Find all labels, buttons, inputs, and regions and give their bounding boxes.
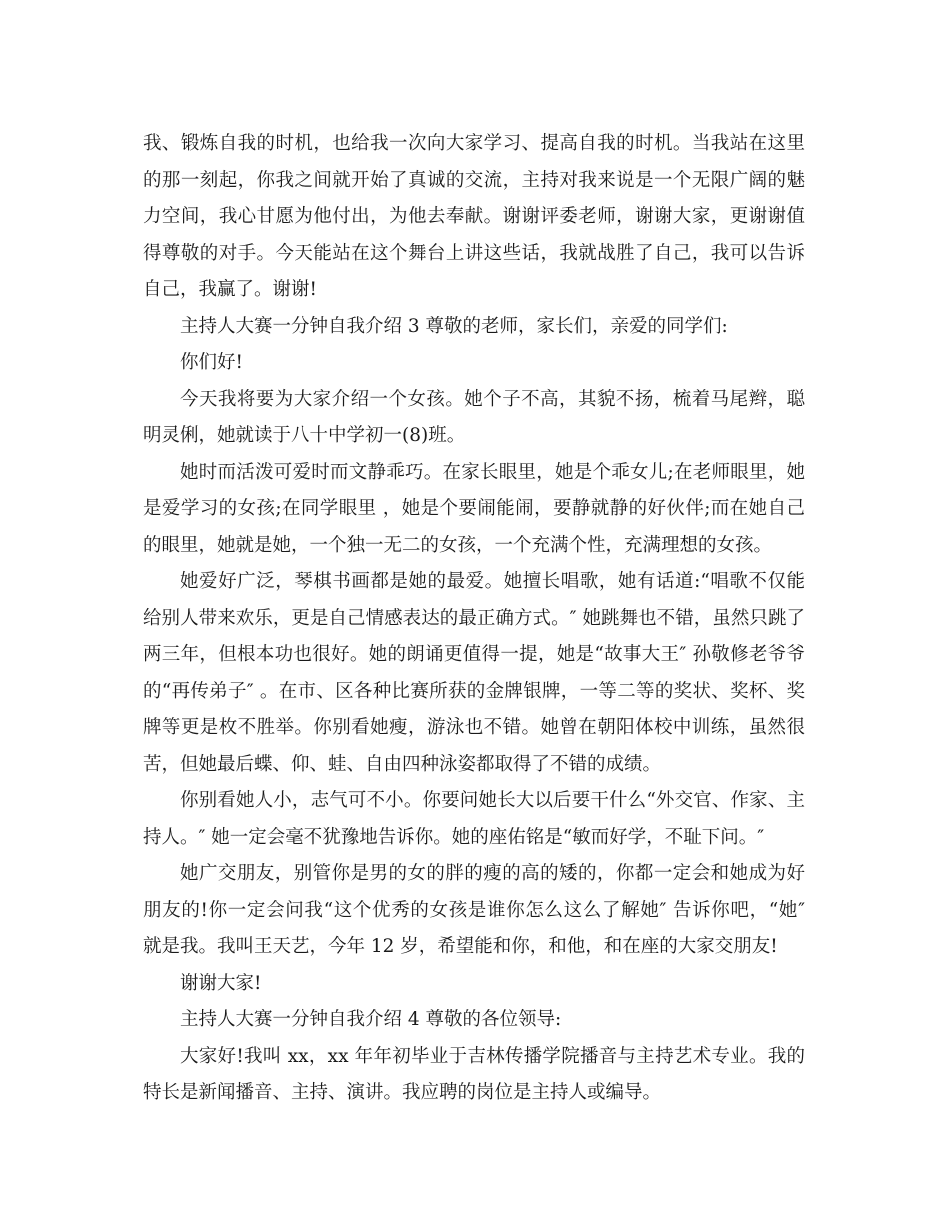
paragraph-self-intro: 大家好!我叫 xx，xx 年年初毕业于吉林传播学院播音与主持艺术专业。我的特长是新闻播音、主持、演讲。我应聘的岗位是主持人或编导。 — [143, 1045, 805, 1103]
paragraph-personality: 她时而活泼可爱时而文静乖巧。在家长眼里，她是个乖女儿;在老师眼里，她是爱学习的女孩;在同学眼里 ，她是个要闹能闹，要静就静的好伙伴;而在她自己的眼里，她就是她，一个独一无二的女孩，一个充满个性，充满理想的女孩。 — [143, 461, 805, 556]
paragraph-thanks: 谢谢大家! — [180, 972, 262, 994]
paragraph-heading-intro-3: 主持人大赛一分钟自我介绍 3 尊敬的老师，家长们，亲爱的同学们: — [180, 315, 728, 337]
document-body — [143, 126, 805, 1112]
paragraph-introduction: 今天我将要为大家介绍一个女孩。她个子不高，其貌不扬，梳着马尾辫，聪明灵俐，她就读于八十中学初一(8)班。 — [143, 388, 805, 446]
paragraph-heading-intro-4: 主持人大赛一分钟自我介绍 4 尊敬的各位领导: — [180, 1009, 562, 1030]
paragraph-hobbies: 她爱好广泛，琴棋书画都是她的最爱。她擅长唱歌，她有话道:“唱歌不仅能给别人带来欢乐，更是自己情感表达的最正确方式。″ 她跳舞也不错，虽然只跳了两三年，但根本功也很好。她的朗诵更值得一提，她是“故事大王″ 孙敬修老爷爷的“再传弟子″ 。在市、区各种比赛所获的金牌银牌，一等二等的奖状、奖杯、奖牌等更是枚不胜举。你别看她瘦，游泳也不错。她曾在朝阳体校中训练，虽然很苦，但她最后蝶、仰、蛙、自由四种泳姿都取得了不错的成绩。 — [143, 571, 805, 775]
paragraph-friends: 她广交朋友，别管你是男的女的胖的瘦的高的矮的，你都一定会和她成为好朋友的!你一定会问我“这个优秀的女孩是谁你怎么这么了解她″ 告诉你吧，“她″ 就是我。我叫王天艺，今年 12 岁，希望能和你，和他，和在座的大家交朋友! — [143, 863, 805, 957]
paragraph-continuation: 我、锻炼自我的时机，也给我一次向大家学习、提高自我的时机。当我站在这里的那一刻起，你我之间就开始了真诚的交流，主持对我来说是一个无限广阔的魅力空间，我心甘愿为他付出，为他去奉献。谢谢评委老师，谢谢大家，更谢谢值得尊敬的对手。今天能站在这个舞台上讲这些话，我就战胜了自己，我可以告诉自己，我赢了。谢谢! — [143, 133, 805, 300]
paragraph-ambition: 你别看她人小，志气可不小。你要问她长大以后要干什么“外交官、作家、主持人。″ 她一定会毫不犹豫地告诉你。她的座佑铭是“敏而好学，不耻下问。″ — [143, 790, 805, 848]
paragraph-greeting: 你们好! — [180, 352, 243, 373]
